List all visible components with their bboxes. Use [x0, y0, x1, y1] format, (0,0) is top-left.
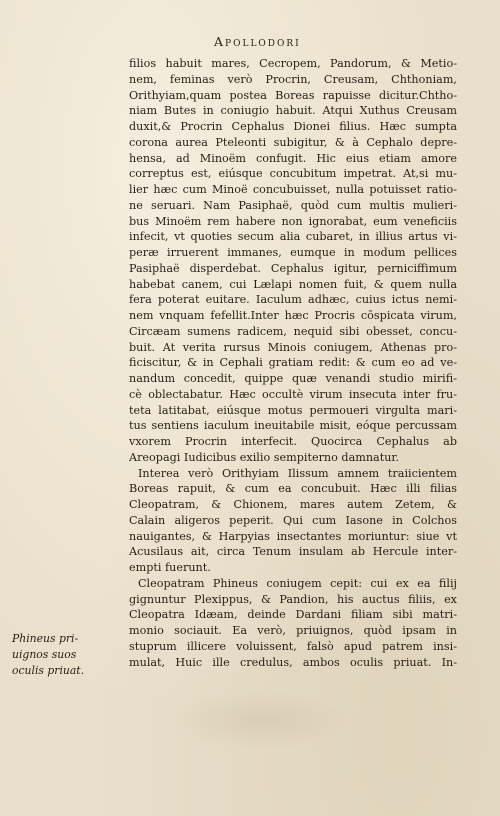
- running-head: Apollodori: [214, 34, 301, 49]
- text-line: bus Minoëm rem habere non ignorabat, eum veneficiis: [129, 214, 457, 228]
- text-line: teta latitabat, eiúsque motus permoueri virgulta mari-: [129, 403, 457, 417]
- margin-note-line: uignos suos: [12, 647, 77, 661]
- margin-note: [12, 631, 124, 678]
- text-line: duxit,& Procrin Cephalus Dionei filius. Hæc sumpta: [129, 120, 457, 133]
- text-line: Calain aligeros peperit. Qui cum Iasone in Colchos: [129, 513, 457, 527]
- text-line: nandum concedit, quippe quæ venandi studio mirifi-: [129, 372, 457, 385]
- text-line: monio sociauit. Ea verò, priuignos, quòd ipsam in: [129, 624, 457, 637]
- margin-note-line: oculis priuat.: [12, 663, 85, 677]
- text-line: nem vnquam fefellit.Inter hæc Procris cōspicata virum,: [129, 309, 457, 322]
- text-line: cè oblectabatur. Hæc occultè virum insecuta inter fru-: [129, 387, 457, 401]
- text-line: Pasiphaë disperdebat. Cephalus igitur, perniciffimum: [129, 261, 457, 275]
- text-line: nauigantes, & Harpyias insectantes moriuntur: siue vt: [129, 529, 457, 543]
- text-line: tus sentiens iaculum ineuitabile misit, eóque percussam: [129, 419, 457, 433]
- text-line: Cleopatra Idæam, deinde Dardani filiam sibi matri-: [129, 608, 457, 622]
- text-line: Boreas rapuit, & cum ea concubuit. Hæc illi filias: [129, 482, 457, 496]
- text-line: Areopagi Iudicibus exilio sempiterno damnatur.: [129, 450, 400, 464]
- text-line: infecit, vt quoties secum alia cubaret, in illius artus vi-: [129, 230, 457, 244]
- text-line: peræ irruerent immanes, eumque in modum pellices: [129, 246, 457, 259]
- text-line: Cleopatram, & Chionem, mares autem Zetem, &: [129, 498, 457, 511]
- text-line: corona aurea Pteleonti subigitur, & à Cephalo depre-: [129, 135, 457, 149]
- text-line: ficiscitur, & in Cephali gratiam redit: & cum eo ad ve-: [129, 356, 457, 370]
- text-line: vxorem Procrin interfecit. Quocirca Cephalus ab: [129, 435, 457, 448]
- text-line: buit. At verita rursus Minois coniugem, Athenas pro-: [129, 340, 457, 354]
- text-line: correptus est, eiúsque concubitum impetrat. At,si mu-: [129, 167, 457, 181]
- text-line: ne seruari. Nam Pasiphaë, quòd cum multis mulieri-: [129, 198, 457, 212]
- text-line: habebat canem, cui Lælapi nomen fuit, & quem nulla: [129, 277, 457, 291]
- text-line: stuprum illicere voluissent, falsò apud patrem insi-: [129, 639, 457, 653]
- text-line: Cleopatram Phineus coniugem cepit: cui ex ea filij: [138, 576, 457, 590]
- text-line: nem, feminas verò Procrin, Creusam, Chthoniam,: [129, 72, 457, 86]
- text-line: Orithyiam,quam postea Boreas rapuisse dicitur.Chtho-: [129, 88, 457, 102]
- text-line: Acusilaus ait, circa Tenum insulam ab Hercule inter-: [129, 545, 457, 559]
- text-line: gignuntur Plexippus, & Pandion, his auctus filiis, ex: [129, 592, 457, 606]
- text-line: Circæam sumens radicem, nequid sibi obesset, concu-: [129, 324, 457, 338]
- text-line: niam Butes in coniugio habuit. Atqui Xuthus Creusam: [129, 104, 457, 118]
- margin-note-line: Phineus pri-: [12, 632, 79, 645]
- text-line: mulat, Huic ille credulus, ambos oculis priuat. In-: [129, 655, 457, 669]
- body-text: [129, 56, 457, 670]
- text-line: filios habuit mares, Cecropem, Pandorum, & Metio-: [129, 57, 457, 70]
- text-line: empti fuerunt.: [129, 561, 211, 574]
- text-line: lier hæc cum Minoë concubuisset, nulla potuisset ratio-: [129, 183, 457, 196]
- show-through-stain: [170, 690, 350, 750]
- text-line: hensa, ad Minoëm confugit. Hic eius etiam amore: [129, 151, 457, 165]
- text-line: fera poterat euitare. Iaculum adhæc, cuius ictus nemi-: [129, 293, 457, 307]
- text-line: Interea verò Orithyiam Ilissum amnem traiicientem: [138, 466, 457, 480]
